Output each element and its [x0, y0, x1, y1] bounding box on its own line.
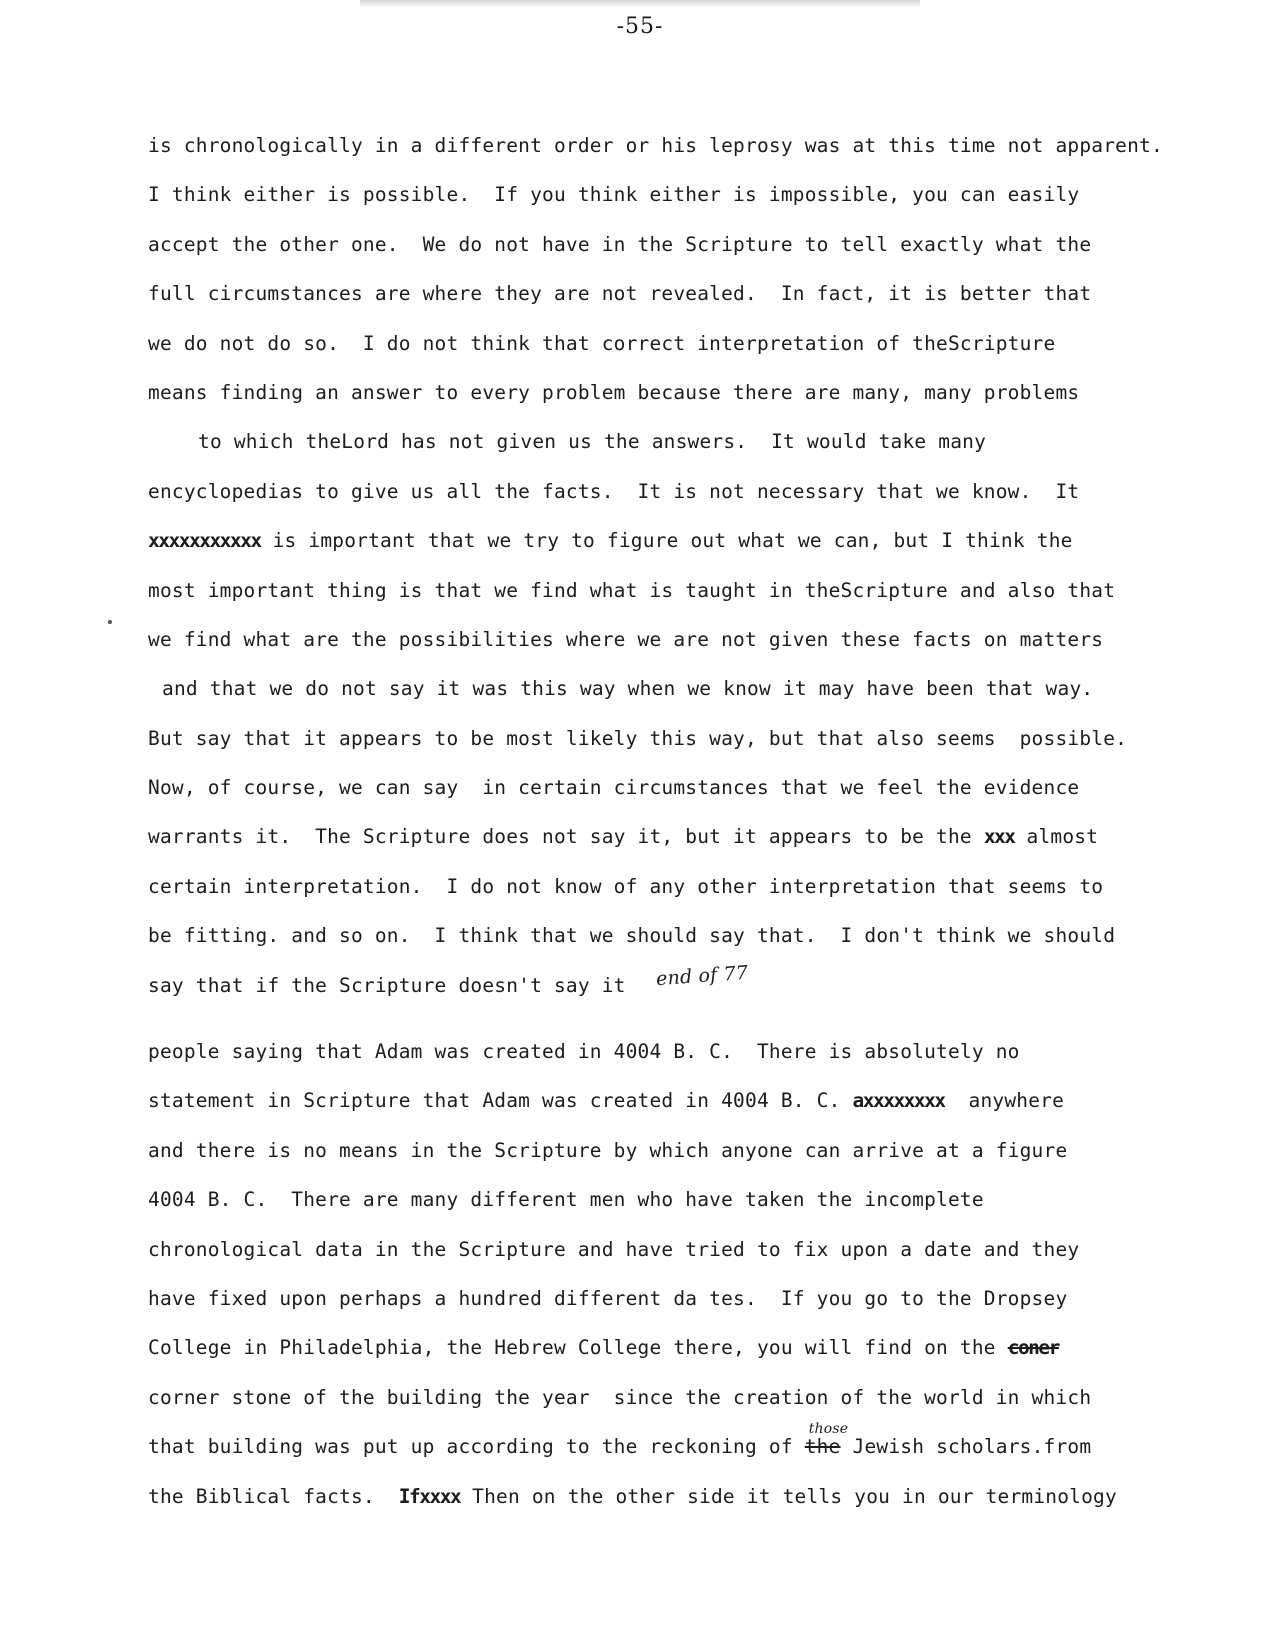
text-line: 4004 B. C. There are many different men who have taken the incomplete [148, 1188, 984, 1212]
text-line: we do not do so. I do not think that correct interpretation of theScripture [148, 331, 1056, 355]
text-segment: almost [1026, 825, 1099, 849]
text-line: accept the other one. We do not have in the Scripture to tell exactly what the [148, 232, 1092, 256]
overtyped-text: axxxxxxxx [852, 1089, 945, 1113]
text-segment: warrants it. The Scripture does not say it, but it appears to be the [148, 825, 972, 849]
stray-mark [108, 620, 112, 624]
text-line: we find what are the possibilities where we are not given these facts on matters [148, 627, 1104, 651]
text-line: have fixed upon perhaps a hundred different da tes. If you go to the Dropsey [148, 1286, 1068, 1310]
text-line [148, 822, 1228, 871]
handwritten-note: end of 77 [654, 961, 749, 990]
scan-shadow [360, 0, 920, 8]
inserted-word: those [808, 1421, 849, 1438]
text-segment: anywhere [968, 1089, 1065, 1113]
paragraph-2 [148, 1037, 1228, 1531]
text-line [148, 1482, 1228, 1531]
text-line [148, 526, 1228, 575]
text-line: chronological data in the Scripture and have tried to fix upon a date and they [148, 1237, 1080, 1261]
text-segment: statement in Scripture that Adam was created in 4004 B. C. [148, 1089, 841, 1113]
text-line: means finding an answer to every problem because there are many, many problems [148, 380, 1080, 404]
struck-text: the [804, 1435, 841, 1459]
text-line: I think either is possible. If you think either is impossible, you can easily [148, 183, 1080, 207]
text-segment: that building was put up according to the reckoning of [148, 1435, 793, 1459]
text-line [148, 1086, 1228, 1135]
text-line: be fitting. and so on. I think that we should say that. I don't think we should [148, 924, 1116, 948]
paragraph-1 [148, 131, 1228, 1020]
text-line: is chronologically in a different order or his leprosy was at this time not apparent. [148, 134, 1163, 157]
text-segment: is important that we try to figure out what we can, but I think the [272, 529, 1073, 553]
text-line: and that we do not say it was this way when we know it may have been that way. [162, 677, 1094, 701]
text-line: But say that it appears to be most likely this way, but that also seems possible. [148, 726, 1128, 750]
text-line: most important thing is that we find what is taught in theScripture and also that [148, 578, 1116, 602]
text-line: to which theLord has not given us the answers. It would take many [198, 430, 987, 454]
text-segment: Jewish scholars.from [852, 1435, 1092, 1459]
text-line [148, 1333, 1228, 1382]
text-line: encyclopedias to give us all the facts. It is not necessary that we know. It [148, 479, 1080, 503]
page-number: -55- [616, 14, 664, 39]
text-segment: the Biblical facts. [148, 1484, 375, 1508]
overtyped-text: Ifxxxx [398, 1484, 461, 1508]
text-segment: Then on the other side it tells you in our terminology [472, 1484, 1117, 1508]
text-line: and there is no means in the Scripture by which anyone can arrive at a figure [148, 1138, 1068, 1162]
overtyped-text: xxx [983, 825, 1015, 849]
text-line: Now, of course, we can say in certain circumstances that we feel the evidence [148, 776, 1080, 800]
text-segment: College in Philadelphia, the Hebrew College there, you will find on the [148, 1336, 996, 1360]
overtyped-text: xxxxxxxxxxx [148, 529, 261, 553]
text-line: full circumstances are where they are not revealed. In fact, it is better that [148, 282, 1092, 306]
text-line: corner stone of the building the year since the creation of the world in which [148, 1385, 1092, 1409]
handwritten-insertion [804, 1421, 849, 1462]
text-line [148, 961, 1228, 1020]
text-line: certain interpretation. I do not know of any other interpretation that seems to [148, 874, 1104, 898]
text-line: people saying that Adam was created in 4004 B. C. There is absolutely no [148, 1040, 1020, 1063]
text-segment: say that if the Scripture doesn't say it [148, 973, 626, 997]
text-line [148, 1421, 1228, 1481]
struck-text: coner [1007, 1336, 1059, 1360]
